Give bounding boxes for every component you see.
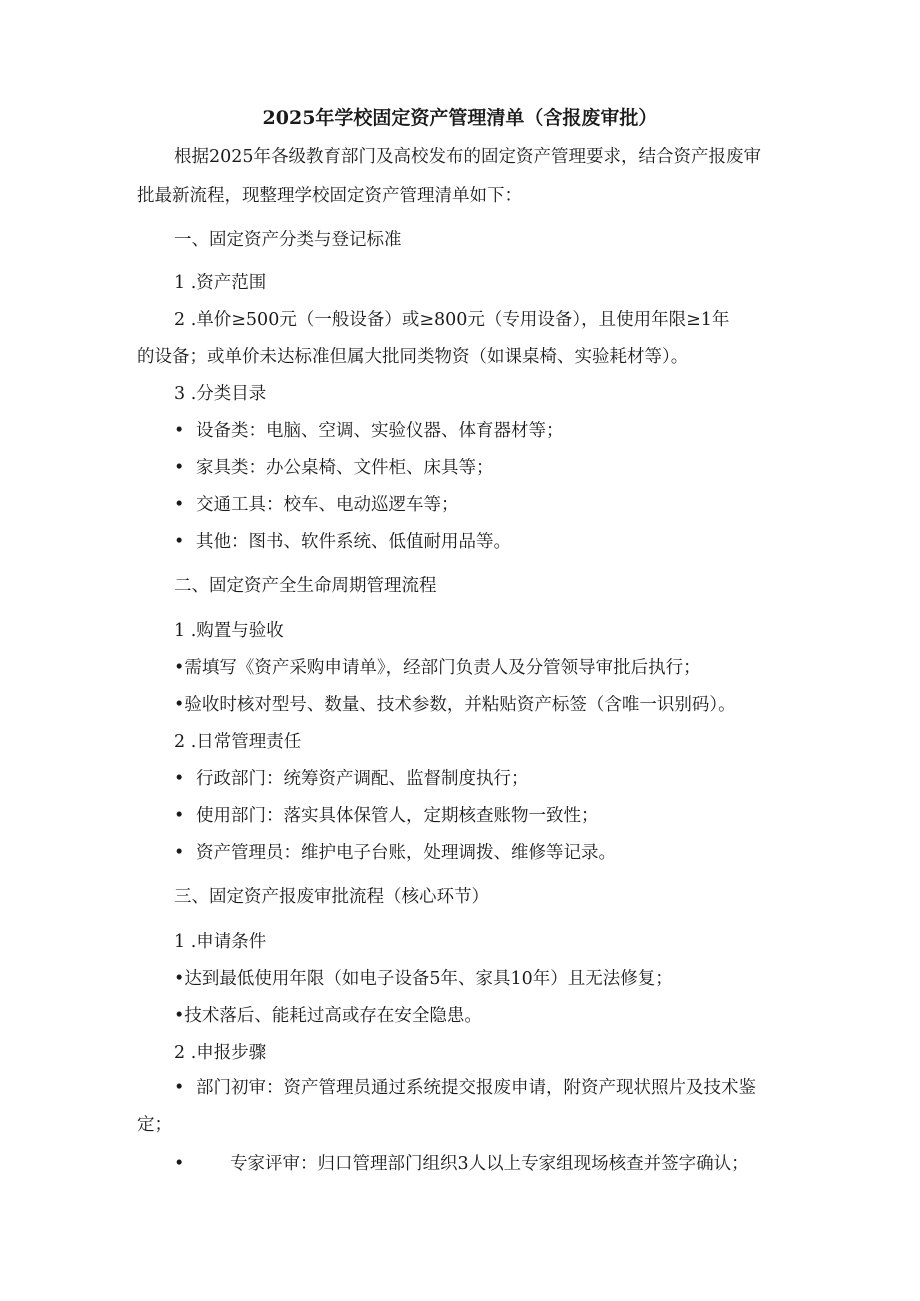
s1-item-2-line-2: 的设备；或单价未达标准但属大批同类物资（如课桌椅、实验耗材等）。 — [137, 347, 689, 367]
s2-bullet-2 — [174, 805, 599, 827]
bullet-text: 部门初审：资产管理员通过系统提交报废申请，附资产现状照片及技术鉴 — [196, 1078, 756, 1098]
s1-bullet-3 — [174, 494, 459, 516]
s1-item-2-line-1: 2 .单价≥500元（一般设备）或≥800元（专用设备），且使用年限≥1年 — [174, 310, 730, 330]
bullet-text: 使用部门：落实具体保管人，定期核查账物一致性； — [196, 806, 599, 826]
s2-text-1: •需填写《资产采购申请单》，经部门负责人及分管领导审批后执行； — [174, 658, 701, 678]
s1-item-3: 3 .分类目录 — [174, 384, 267, 404]
s1-bullet-1 — [174, 420, 564, 442]
bullet-text: 行政部门：统筹资产调配、监督制度执行； — [196, 769, 529, 789]
intro-line-2: 批最新流程，现整理学校固定资产管理清单如下： — [137, 186, 522, 206]
s3-item-1: 1 .申请条件 — [174, 932, 267, 952]
s2-text-2: •验收时核对型号、数量、技术参数，并粘贴资产标签（含唯一识别码）。 — [174, 695, 736, 715]
bullet-text: 专家评审：归口管理部门组织3人以上专家组现场核查并签字确认； — [230, 1154, 749, 1174]
s2-bullet-1 — [174, 768, 529, 790]
intro-line-1: 根据2025年各级教育部门及高校发布的固定资产管理要求，结合资产报废审 — [174, 147, 762, 167]
bullet-marker: • — [174, 769, 185, 789]
s3-bullet-1 — [174, 1077, 756, 1099]
document-title: 2025年学校固定资产管理清单（含报废审批） — [262, 107, 658, 129]
bullet-marker: • — [174, 1078, 185, 1098]
s2-item-1: 1 .购置与验收 — [174, 621, 284, 641]
section-3-heading: 三、固定资产报废审批流程（核心环节） — [174, 887, 489, 907]
s2-item-2: 2 .日常管理责任 — [174, 732, 302, 752]
s3-bullet-1-cont: 定； — [137, 1115, 172, 1135]
s3-bullet-2 — [174, 1153, 749, 1175]
bullet-marker: • — [174, 421, 185, 441]
s2-bullet-3 — [174, 842, 616, 864]
s3-text-1: •达到最低使用年限（如电子设备5年、家具10年）且无法修复； — [174, 969, 673, 989]
bullet-text: 其他：图书、软件系统、低值耐用品等。 — [196, 532, 511, 552]
bullet-text: 家具类：办公桌椅、文件柜、床具等； — [196, 458, 494, 478]
bullet-marker: • — [174, 532, 185, 552]
s1-bullet-2 — [174, 457, 494, 479]
s3-item-2: 2 .申报步骤 — [174, 1043, 267, 1063]
s3-text-2: •技术落后、能耗过高或存在安全隐患。 — [174, 1006, 482, 1026]
section-2-heading: 二、固定资产全生命周期管理流程 — [174, 576, 437, 596]
bullet-marker: • — [174, 806, 185, 826]
bullet-text: 资产管理员：维护电子台账，处理调拨、维修等记录。 — [196, 843, 616, 863]
bullet-marker: • — [174, 843, 185, 863]
bullet-marker: • — [174, 458, 185, 478]
s1-bullet-4 — [174, 531, 511, 553]
bullet-marker: • — [174, 495, 185, 515]
bullet-text: 交通工具：校车、电动巡逻车等； — [196, 495, 459, 515]
s1-item-1: 1 .资产范围 — [174, 273, 267, 293]
bullet-marker: • — [174, 1154, 185, 1174]
bullet-text: 设备类：电脑、空调、实验仪器、体育器材等； — [196, 421, 564, 441]
section-1-heading: 一、固定资产分类与登记标准 — [174, 230, 402, 250]
